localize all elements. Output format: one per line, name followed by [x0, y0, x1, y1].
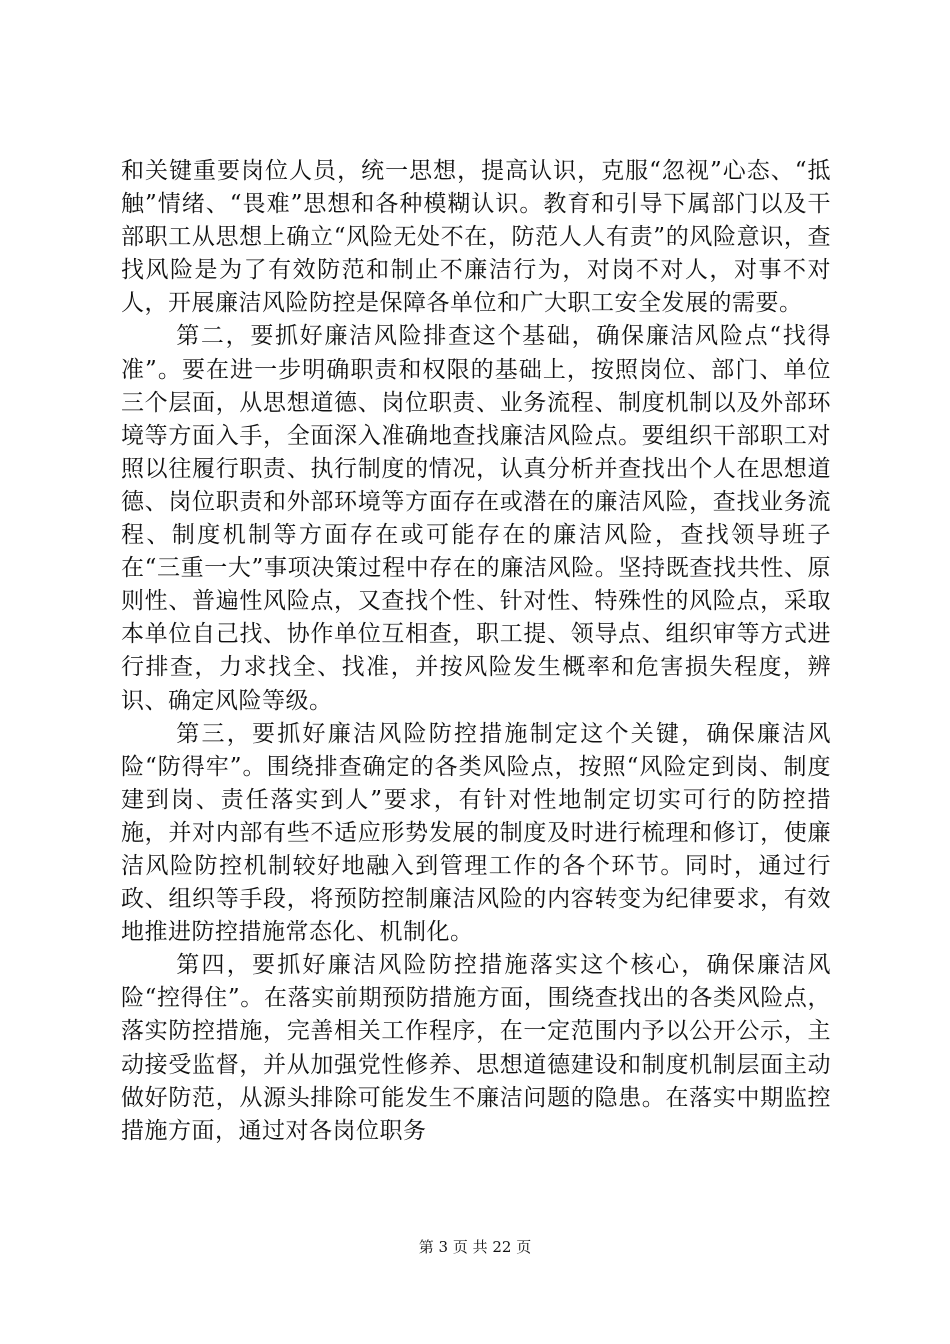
paragraph-1: 和关键重要岗位人员，统一思想，提高认识，克服“忽视”心态、“抵触”情绪、“畏难”思想和各种模糊认识。教育和引导下属部门以及干部职工从思想上确立“风险无处不在，防范人人有责”的风险意识，查找风险是为了有效防范和制止不廉洁行为，对岗不对人，对事不对人，开展廉洁风险防控是保障各单位和广大职工安全发展的需要。	[121, 158, 831, 317]
page-footer	[0, 1237, 950, 1257]
document-body	[121, 155, 831, 1148]
page-number-label: 第 3 页 共 22 页	[418, 1238, 532, 1256]
paragraph-2: 第二，要抓好廉洁风险排查这个基础，确保廉洁风险点“找得准”。要在进一步明确职责和权限的基础上，按照岗位、部门、单位三个层面，从思想道德、岗位职责、业务流程、制度机制以及外部环境等方面入手，全面深入准确地查找廉洁风险点。要组织干部职工对照以往履行职责、执行制度的情况，认真分析并查找出个人在思想道德、岗位职责和外部环境等方面存在或潜在的廉洁风险，查找业务流程、制度机制等方面存在或可能存在的廉洁风险，查找领导班子在“三重一大”事项决策过程中存在的廉洁风险。坚持既查找共性、原则性、普遍性风险点，又查找个性、针对性、特殊性的风险点，采取本单位自己找、协作单位互相查，职工提、领导点、组织审等方式进行排查，力求找全、找准，并按风险发生概率和危害损失程度，辨识、确定风险等级。	[121, 323, 831, 714]
paragraph-3: 第三，要抓好廉洁风险防控措施制定这个关键，确保廉洁风险“防得牢”。围绕排查确定的各类风险点，按照“风险定到岗、制度建到岗、责任落实到人”要求，有针对性地制定切实可行的防控措施，并对内部有些不适应形势发展的制度及时进行梳理和修订，使廉洁风险防控机制较好地融入到管理工作的各个环节。同时，通过行政、组织等手段，将预防控制廉洁风险的内容转变为纪律要求，有效地推进防控措施常态化、机制化。	[121, 720, 831, 946]
paragraph-4: 第四，要抓好廉洁风险防控措施落实这个核心，确保廉洁风险“控得住”。在落实前期预防措施方面，围绕查找出的各类风险点，落实防控措施，完善相关工作程序，在一定范围内予以公开公示，主动接受监督，并从加强党性修养、思想道德建设和制度机制层面主动做好防范，从源头排除可能发生不廉洁问题的隐患。在落实中期监控措施方面，通过对各岗位职务	[121, 952, 831, 1144]
